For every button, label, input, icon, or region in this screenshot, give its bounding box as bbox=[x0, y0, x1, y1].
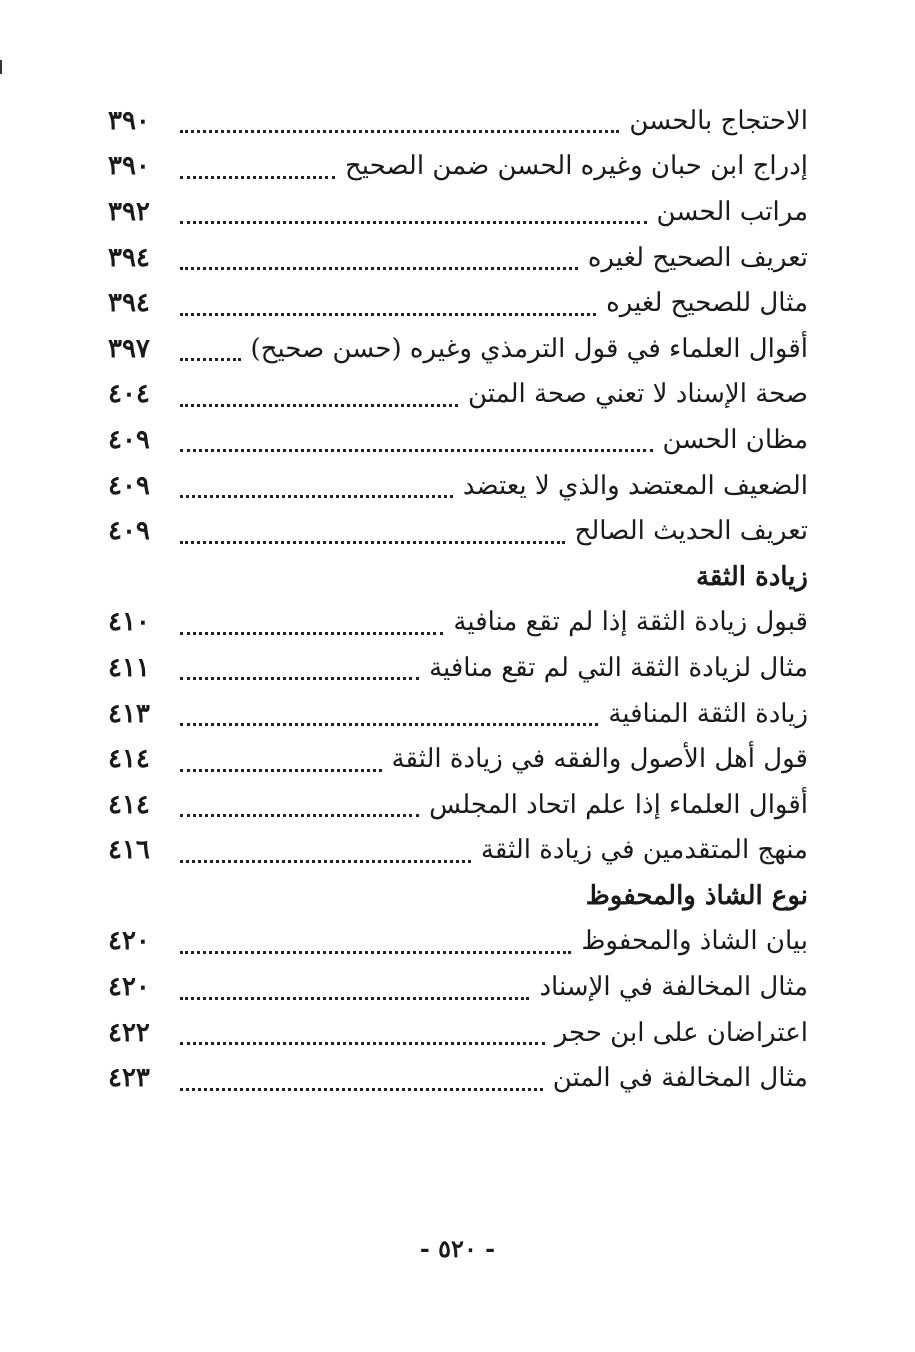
toc-entry bbox=[108, 508, 808, 554]
section-heading-text: نوع الشاذ والمحفوظ bbox=[585, 880, 808, 911]
dot-leader bbox=[180, 697, 598, 726]
toc-entry-page-number: ٤٢٠ bbox=[108, 972, 150, 1003]
toc-entry-title: مثال المخالفة في المتن bbox=[552, 1063, 808, 1094]
toc-entry bbox=[108, 372, 808, 418]
toc-entry-page-number: ٣٩٠ bbox=[108, 151, 150, 182]
toc-entry bbox=[108, 782, 808, 828]
toc-entry bbox=[108, 98, 808, 144]
toc-entry-page-number: ٤١٤ bbox=[108, 789, 150, 820]
page-number: - ٥٢٠ - bbox=[419, 1234, 496, 1263]
dot-leader bbox=[180, 104, 619, 133]
toc-entry-title: مثال للصحيح لغيره bbox=[606, 288, 808, 319]
toc-entry-title: مثال المخالفة في الإسناد bbox=[539, 972, 808, 1003]
scan-edge-mark bbox=[0, 60, 2, 74]
section-heading bbox=[108, 873, 808, 919]
toc-entry-title: مظان الحسن bbox=[662, 424, 808, 455]
dot-leader bbox=[180, 287, 596, 316]
dot-leader bbox=[180, 788, 419, 817]
toc-entry bbox=[108, 235, 808, 281]
dot-leader bbox=[180, 150, 335, 179]
toc-entry-title: قبول زيادة الثقة إذا لم تقع منافية bbox=[453, 607, 808, 638]
toc-entry bbox=[108, 691, 808, 737]
toc-entry-title: أقوال العلماء إذا علم اتحاد المجلس bbox=[429, 789, 808, 820]
toc-entry-title: إدراج ابن حبان وغيره الحسن ضمن الصحيح bbox=[344, 151, 808, 182]
toc-entry-page-number: ٤٠٩ bbox=[108, 424, 150, 455]
toc-entry-page-number: ٣٩٢ bbox=[108, 196, 150, 227]
section-heading bbox=[108, 554, 808, 600]
toc-entry-page-number: ٣٩٤ bbox=[108, 288, 150, 319]
toc-entry-title: تعريف الحديث الصالح bbox=[574, 516, 808, 547]
toc-entry bbox=[108, 736, 808, 782]
toc-entry-title: الاحتجاج بالحسن bbox=[629, 105, 808, 136]
toc-entry-page-number: ٤٠٤ bbox=[108, 379, 150, 410]
toc-entry-page-number: ٣٩٠ bbox=[108, 105, 150, 136]
toc-entry-title: زيادة الثقة المنافية bbox=[608, 698, 808, 729]
toc-entry-title: اعتراضان على ابن حجر bbox=[554, 1017, 808, 1048]
toc-entry-page-number: ٤١٦ bbox=[108, 835, 150, 866]
toc-group-2 bbox=[108, 600, 808, 874]
toc-entry-title: الضعيف المعتضد والذي لا يعتضد bbox=[462, 470, 808, 501]
toc-entry-title: تعريف الصحيح لغيره bbox=[587, 242, 808, 273]
dot-leader bbox=[180, 1062, 543, 1091]
dot-leader bbox=[180, 423, 653, 452]
toc-entry-page-number: ٤١٤ bbox=[108, 744, 150, 775]
dot-leader bbox=[180, 925, 571, 954]
toc-entry bbox=[108, 645, 808, 691]
dot-leader bbox=[180, 469, 453, 498]
toc-entry-page-number: ٤٠٩ bbox=[108, 470, 150, 501]
toc-entry bbox=[108, 964, 808, 1010]
toc-entry-page-number: ٣٩٤ bbox=[108, 242, 150, 273]
toc-entry-title: مراتب الحسن bbox=[656, 196, 808, 227]
dot-leader bbox=[180, 743, 382, 772]
dot-leader bbox=[180, 1016, 545, 1045]
toc-entry-page-number: ٤٠٩ bbox=[108, 516, 150, 547]
toc-entry-page-number: ٤١٠ bbox=[108, 607, 150, 638]
dot-leader bbox=[180, 332, 241, 361]
table-of-contents bbox=[108, 98, 808, 1101]
toc-entry bbox=[108, 417, 808, 463]
dot-leader bbox=[180, 378, 458, 407]
dot-leader bbox=[180, 834, 471, 863]
toc-entry bbox=[108, 600, 808, 646]
toc-entry-page-number: ٤١١ bbox=[108, 652, 150, 683]
dot-leader bbox=[180, 195, 647, 224]
dot-leader bbox=[180, 651, 419, 680]
toc-entry bbox=[108, 326, 808, 372]
toc-entry-page-number: ٤٢٠ bbox=[108, 926, 150, 957]
toc-entry bbox=[108, 189, 808, 235]
toc-entry-title: صحة الإسناد لا تعني صحة المتن bbox=[467, 379, 808, 410]
toc-entry-title: منهج المتقدمين في زيادة الثقة bbox=[480, 835, 808, 866]
toc-entry-page-number: ٤٢٣ bbox=[108, 1063, 150, 1094]
toc-entry bbox=[108, 144, 808, 190]
dot-leader bbox=[180, 971, 529, 1000]
dot-leader bbox=[180, 241, 578, 270]
toc-entry bbox=[108, 1010, 808, 1056]
toc-entry bbox=[108, 919, 808, 965]
section-heading-text: زيادة الثقة bbox=[695, 561, 808, 592]
toc-entry-title: مثال لزيادة الثقة التي لم تقع منافية bbox=[429, 652, 808, 683]
toc-entry-page-number: ٣٩٧ bbox=[108, 333, 150, 364]
toc-entry bbox=[108, 1055, 808, 1101]
toc-entry-title: بيان الشاذ والمحفوظ bbox=[581, 926, 808, 957]
toc-entry-page-number: ٤٢٢ bbox=[108, 1017, 150, 1048]
toc-entry-page-number: ٤١٣ bbox=[108, 698, 150, 729]
toc-entry bbox=[108, 463, 808, 509]
toc-entry-title: أقوال العلماء في قول الترمذي وغيره (حسن صحيح) bbox=[250, 333, 808, 364]
dot-leader bbox=[180, 606, 443, 635]
dot-leader bbox=[180, 515, 565, 544]
toc-group-3 bbox=[108, 919, 808, 1101]
toc-entry bbox=[108, 828, 808, 874]
toc-group-1 bbox=[108, 98, 808, 554]
toc-entry bbox=[108, 280, 808, 326]
toc-entry-title: قول أهل الأصول والفقه في زيادة الثقة bbox=[391, 744, 808, 775]
